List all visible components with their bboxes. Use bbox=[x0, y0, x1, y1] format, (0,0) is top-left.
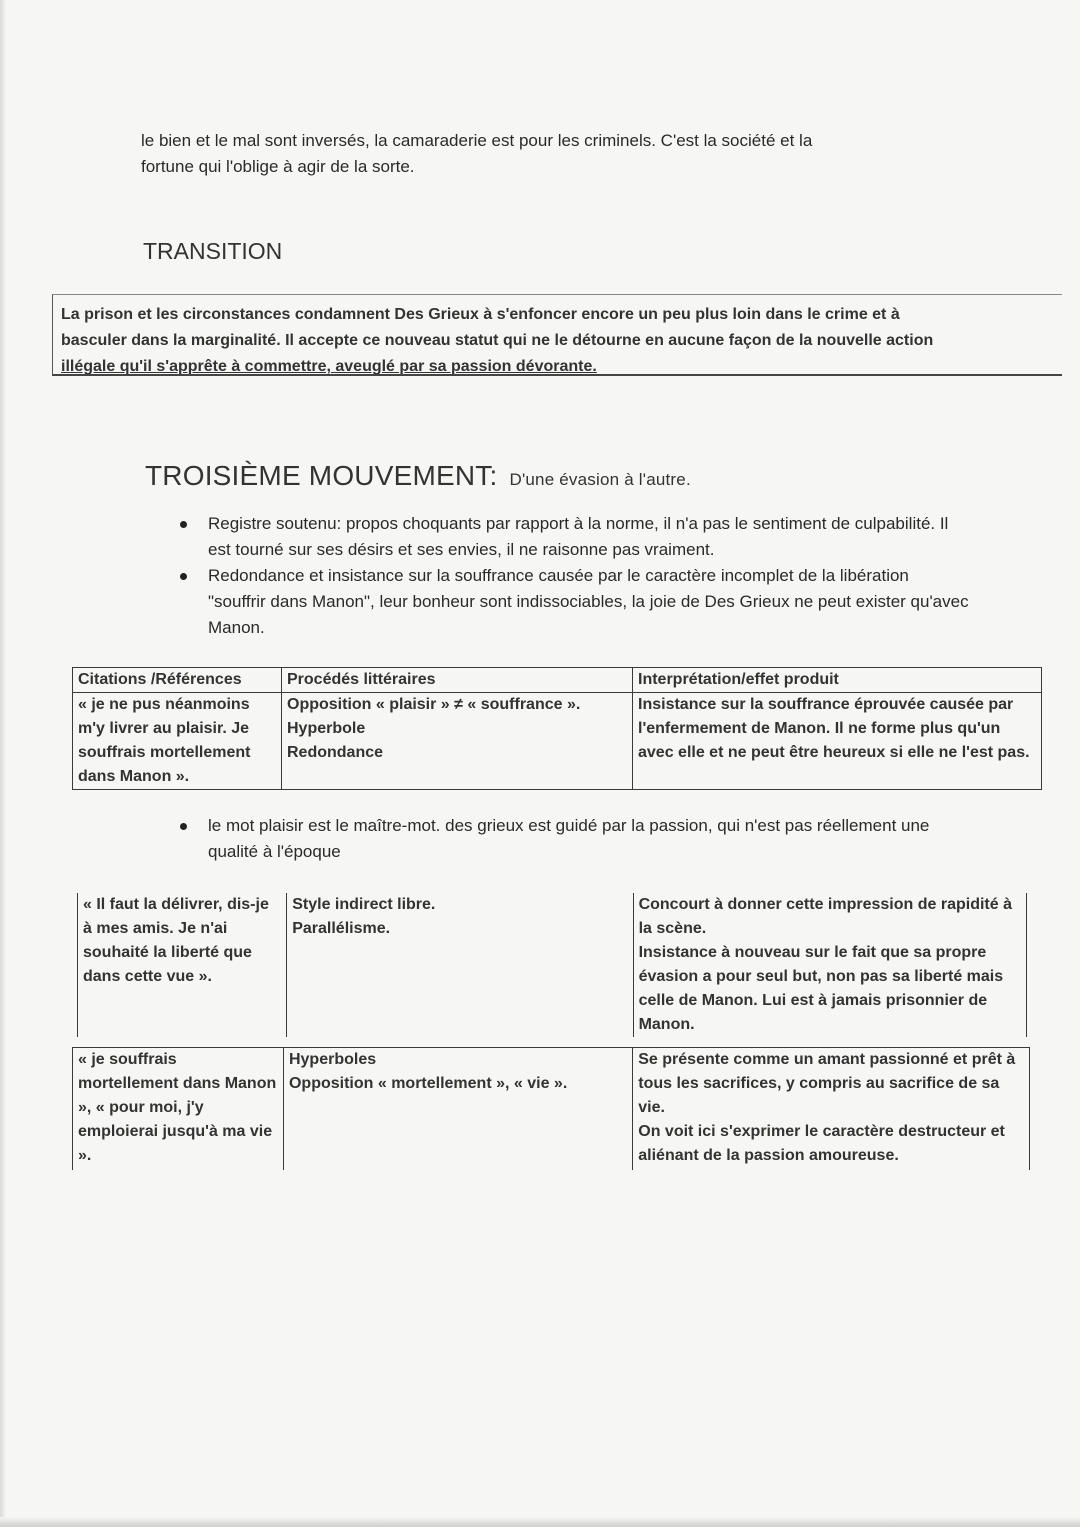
procede-item: Hyperboles bbox=[288, 1051, 377, 1068]
procede-item: Opposition « plaisir » ≠ « souffrance ». bbox=[287, 696, 581, 713]
intro-paragraph bbox=[141, 128, 941, 180]
interpretation-cell bbox=[633, 893, 1026, 1037]
list-item: Redondance et insistance sur la souffrance causée par le caractère incomplet de la libération "souffrir dans Manon", leur bonheur sont indissociables, la joie de Des Grieux ne peut exister qu'avec Manon. bbox=[170, 563, 970, 641]
header-interpretation: Interprétation/effet produit bbox=[633, 668, 1042, 693]
citation-cell: « je souffrais mortellement dans Manon », « pour moi, j'y emploierai jusqu'à ma vie ». bbox=[73, 1048, 284, 1171]
table-row bbox=[78, 893, 1027, 1037]
interpretation-cell: Insistance sur la souffrance éprouvée causée par l'enfermement de Manon. Il ne forme plus qu'un avec elle et ne peut être heureux si elle ne l'est pas. bbox=[633, 693, 1042, 790]
intro-line: le bien et le mal sont inversés, la camaraderie est pour les criminels. C'est la société et la bbox=[141, 131, 813, 150]
page-left-edge bbox=[0, 0, 6, 1527]
analysis-table-row2 bbox=[77, 893, 1027, 1037]
intro-line: fortune qui l'oblige à agir de la sorte. bbox=[141, 157, 415, 176]
procedes-cell bbox=[282, 693, 633, 790]
procede-item: Parallélisme. bbox=[292, 920, 391, 937]
bullet-list-2 bbox=[170, 813, 970, 865]
procedes-cell bbox=[287, 893, 633, 1037]
citation-cell: « Il faut la délivrer, dis-je à mes amis. Je n'ai souhaité la liberté que dans cette vue ». bbox=[78, 893, 287, 1037]
interpretation-part: Insistance à nouveau sur le fait que sa propre évasion a pour seul but, non pas sa liberté mais celle de Manon. Lui est à jamais prisonnier de Manon. bbox=[638, 944, 1004, 1033]
section-title bbox=[145, 460, 691, 492]
transition-line: basculer dans la marginalité. Il accepte ce nouveau statut qui ne le détourne en aucune façon de la nouvelle action bbox=[61, 332, 934, 349]
analysis-table bbox=[72, 667, 1042, 790]
procede-item: Hyperbole bbox=[287, 720, 366, 737]
interpretation-part: On voit ici s'exprimer le caractère destructeur et aliénant de la passion amoureuse. bbox=[638, 1123, 1005, 1164]
analysis-table-row3 bbox=[72, 1047, 1030, 1170]
section-subtitle: D'une évasion à l'autre. bbox=[509, 470, 691, 489]
transition-title: TRANSITION bbox=[143, 238, 283, 264]
header-citations: Citations /Références bbox=[73, 668, 282, 693]
procede-item: Opposition « mortellement », « vie ». bbox=[288, 1075, 568, 1092]
table-header-row bbox=[73, 668, 1042, 693]
interpretation-part: Concourt à donner cette impression de rapidité à la scène. bbox=[638, 896, 1012, 937]
section-title-text: TROISIÈME MOUVEMENT: bbox=[145, 460, 498, 491]
transition-line: illégale qu'il s'apprête à commettre, aveuglé par sa passion dévorante. bbox=[61, 358, 597, 375]
transition-box bbox=[52, 294, 1062, 376]
list-item: Registre soutenu: propos choquants par rapport à la norme, il n'a pas le sentiment de culpabilité. Il est tourné sur ses désirs et ses envies, il ne raisonne pas vraiment. bbox=[170, 511, 970, 563]
table-row bbox=[73, 1048, 1030, 1171]
table-row bbox=[73, 693, 1042, 790]
transition-line: La prison et les circonstances condamnent Des Grieux à s'enfoncer encore un peu plus loin dans le crime et à bbox=[61, 306, 900, 323]
interpretation-part: Se présente comme un amant passionné et prêt à tous les sacrifices, y compris au sacrifice de sa vie. bbox=[638, 1051, 1016, 1116]
procede-item: Redondance bbox=[287, 744, 384, 761]
list-item: le mot plaisir est le maître-mot. des grieux est guidé par la passion, qui n'est pas réellement une qualité à l'époque bbox=[170, 813, 970, 865]
procedes-cell bbox=[283, 1048, 632, 1171]
interpretation-cell bbox=[633, 1048, 1030, 1171]
citation-cell: « je ne pus néanmoins m'y livrer au plaisir. Je souffrais mortellement dans Manon ». bbox=[73, 693, 282, 790]
page-bottom-edge bbox=[0, 1517, 1080, 1527]
procede-item: Style indirect libre. bbox=[292, 896, 436, 913]
header-procedes: Procédés littéraires bbox=[282, 668, 633, 693]
bullet-list bbox=[170, 511, 970, 641]
